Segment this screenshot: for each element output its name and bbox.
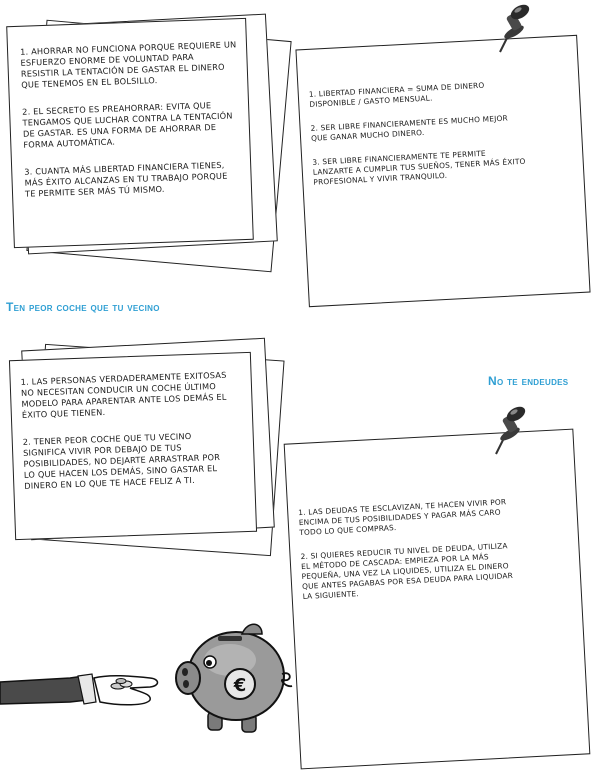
hand-with-coins-illustration bbox=[0, 660, 170, 720]
svg-text:€: € bbox=[233, 675, 247, 696]
note-item: 2. EL SECRETO ES PREAHORRAR: EVITA QUE TENGAMOS QUE LUCHAR CONTRA LA TENTACIÓN DE GASTAR. ES UNA FORMA DE AHORRAR DE FORMA AUTOMÁTICA. bbox=[22, 100, 233, 150]
note-item: 3. SER LIBRE FINANCIERAMENTE TE PERMITE LANZARTE A CUMPLIR TUS SUEÑOS, TENER MÁS ÉXITO PROFESIONAL Y VIVIR TRANQUILO. bbox=[312, 148, 526, 187]
note-bottom-left-text bbox=[21, 369, 251, 508]
heading-no-te-endeudes: No te endeudes bbox=[488, 374, 569, 388]
note-top-right-text bbox=[309, 76, 579, 202]
note-top-left-text bbox=[20, 39, 248, 216]
heading-ten-peor-coche: Ten peor coche que tu vecino bbox=[6, 300, 160, 314]
note-item: 1. AHORRAR NO FUNCIONA PORQUE REQUIERE UN ESFUERZO ENORME DE VOLUNTAD PARA RESISTIR LA TENTACIÓN DE GASTAR EL DINERO QUE TENEMOS EN EL BOLSILLO. bbox=[19, 39, 237, 90]
note-bottom-right bbox=[284, 429, 591, 770]
push-pin-icon bbox=[488, 2, 534, 56]
piggy-bank-euro-illustration bbox=[170, 612, 300, 742]
note-item: 2. SI QUIERES REDUCIR TU NIVEL DE DEUDA, UTILIZA EL MÉTODO DE CASCADA: EMPIEZA POR LA MÁS PEQUEÑA, UNA VEZ LA LIQUIDES, UTILIZA EL DINERO QUE ANTES PAGABAS POR ESA DEUDA PARA LIQUIDAR LA SIGUIENTE. bbox=[300, 541, 514, 602]
note-item: 3. CUANTA MÁS LIBERTAD FINANCIERA TIENES, MÁS ÉXITO ALCANZAS EN TU TRABAJO PORQUE TE PERMITE SER MÁS TÚ MISMO. bbox=[24, 159, 228, 199]
note-top-right bbox=[295, 35, 590, 307]
note-item: 1. LIBERTAD FINANCIERA = SUMA DE DINERO DISPONIBLE / GASTO MENSUAL. bbox=[308, 80, 485, 109]
note-top-left bbox=[6, 18, 254, 248]
note-item: 1. LAS DEUDAS TE ESCLAVIZAN, TE HACEN VIVIR POR ENCIMA DE TUS POSIBILIDADES Y PAGAR MÁS CARO TODO LO QUE COMPRAS. bbox=[298, 497, 507, 538]
note-bottom-left bbox=[9, 352, 257, 540]
note-bottom-right-text bbox=[298, 494, 575, 616]
note-item: 1. LAS PERSONAS VERDADERAMENTE EXITOSAS NO NECESITAN CONDUCIR UN COCHE ÚLTIMO MODELO PARA APARENTAR ANTE LOS DEMÁS EL ÉXITO QUE TIENEN. bbox=[20, 369, 227, 420]
push-pin-icon bbox=[484, 404, 530, 458]
note-item: 2. TENER PEOR COCHE QUE TU VECINO SIGNIFICA VIVIR POR DEBAJO DE TUS POSIBILIDADES, NO DEJARTE ARRASTRAR POR LO QUE HACEN LOS DEMÁS, SINO GASTAR EL DINERO EN LO QUE TE HACE FELIZ A TI. bbox=[22, 430, 221, 491]
note-item: 2. SER LIBRE FINANCIERAMENTE ES MUCHO MEJOR QUE GANAR MUCHO DINERO. bbox=[310, 113, 509, 143]
